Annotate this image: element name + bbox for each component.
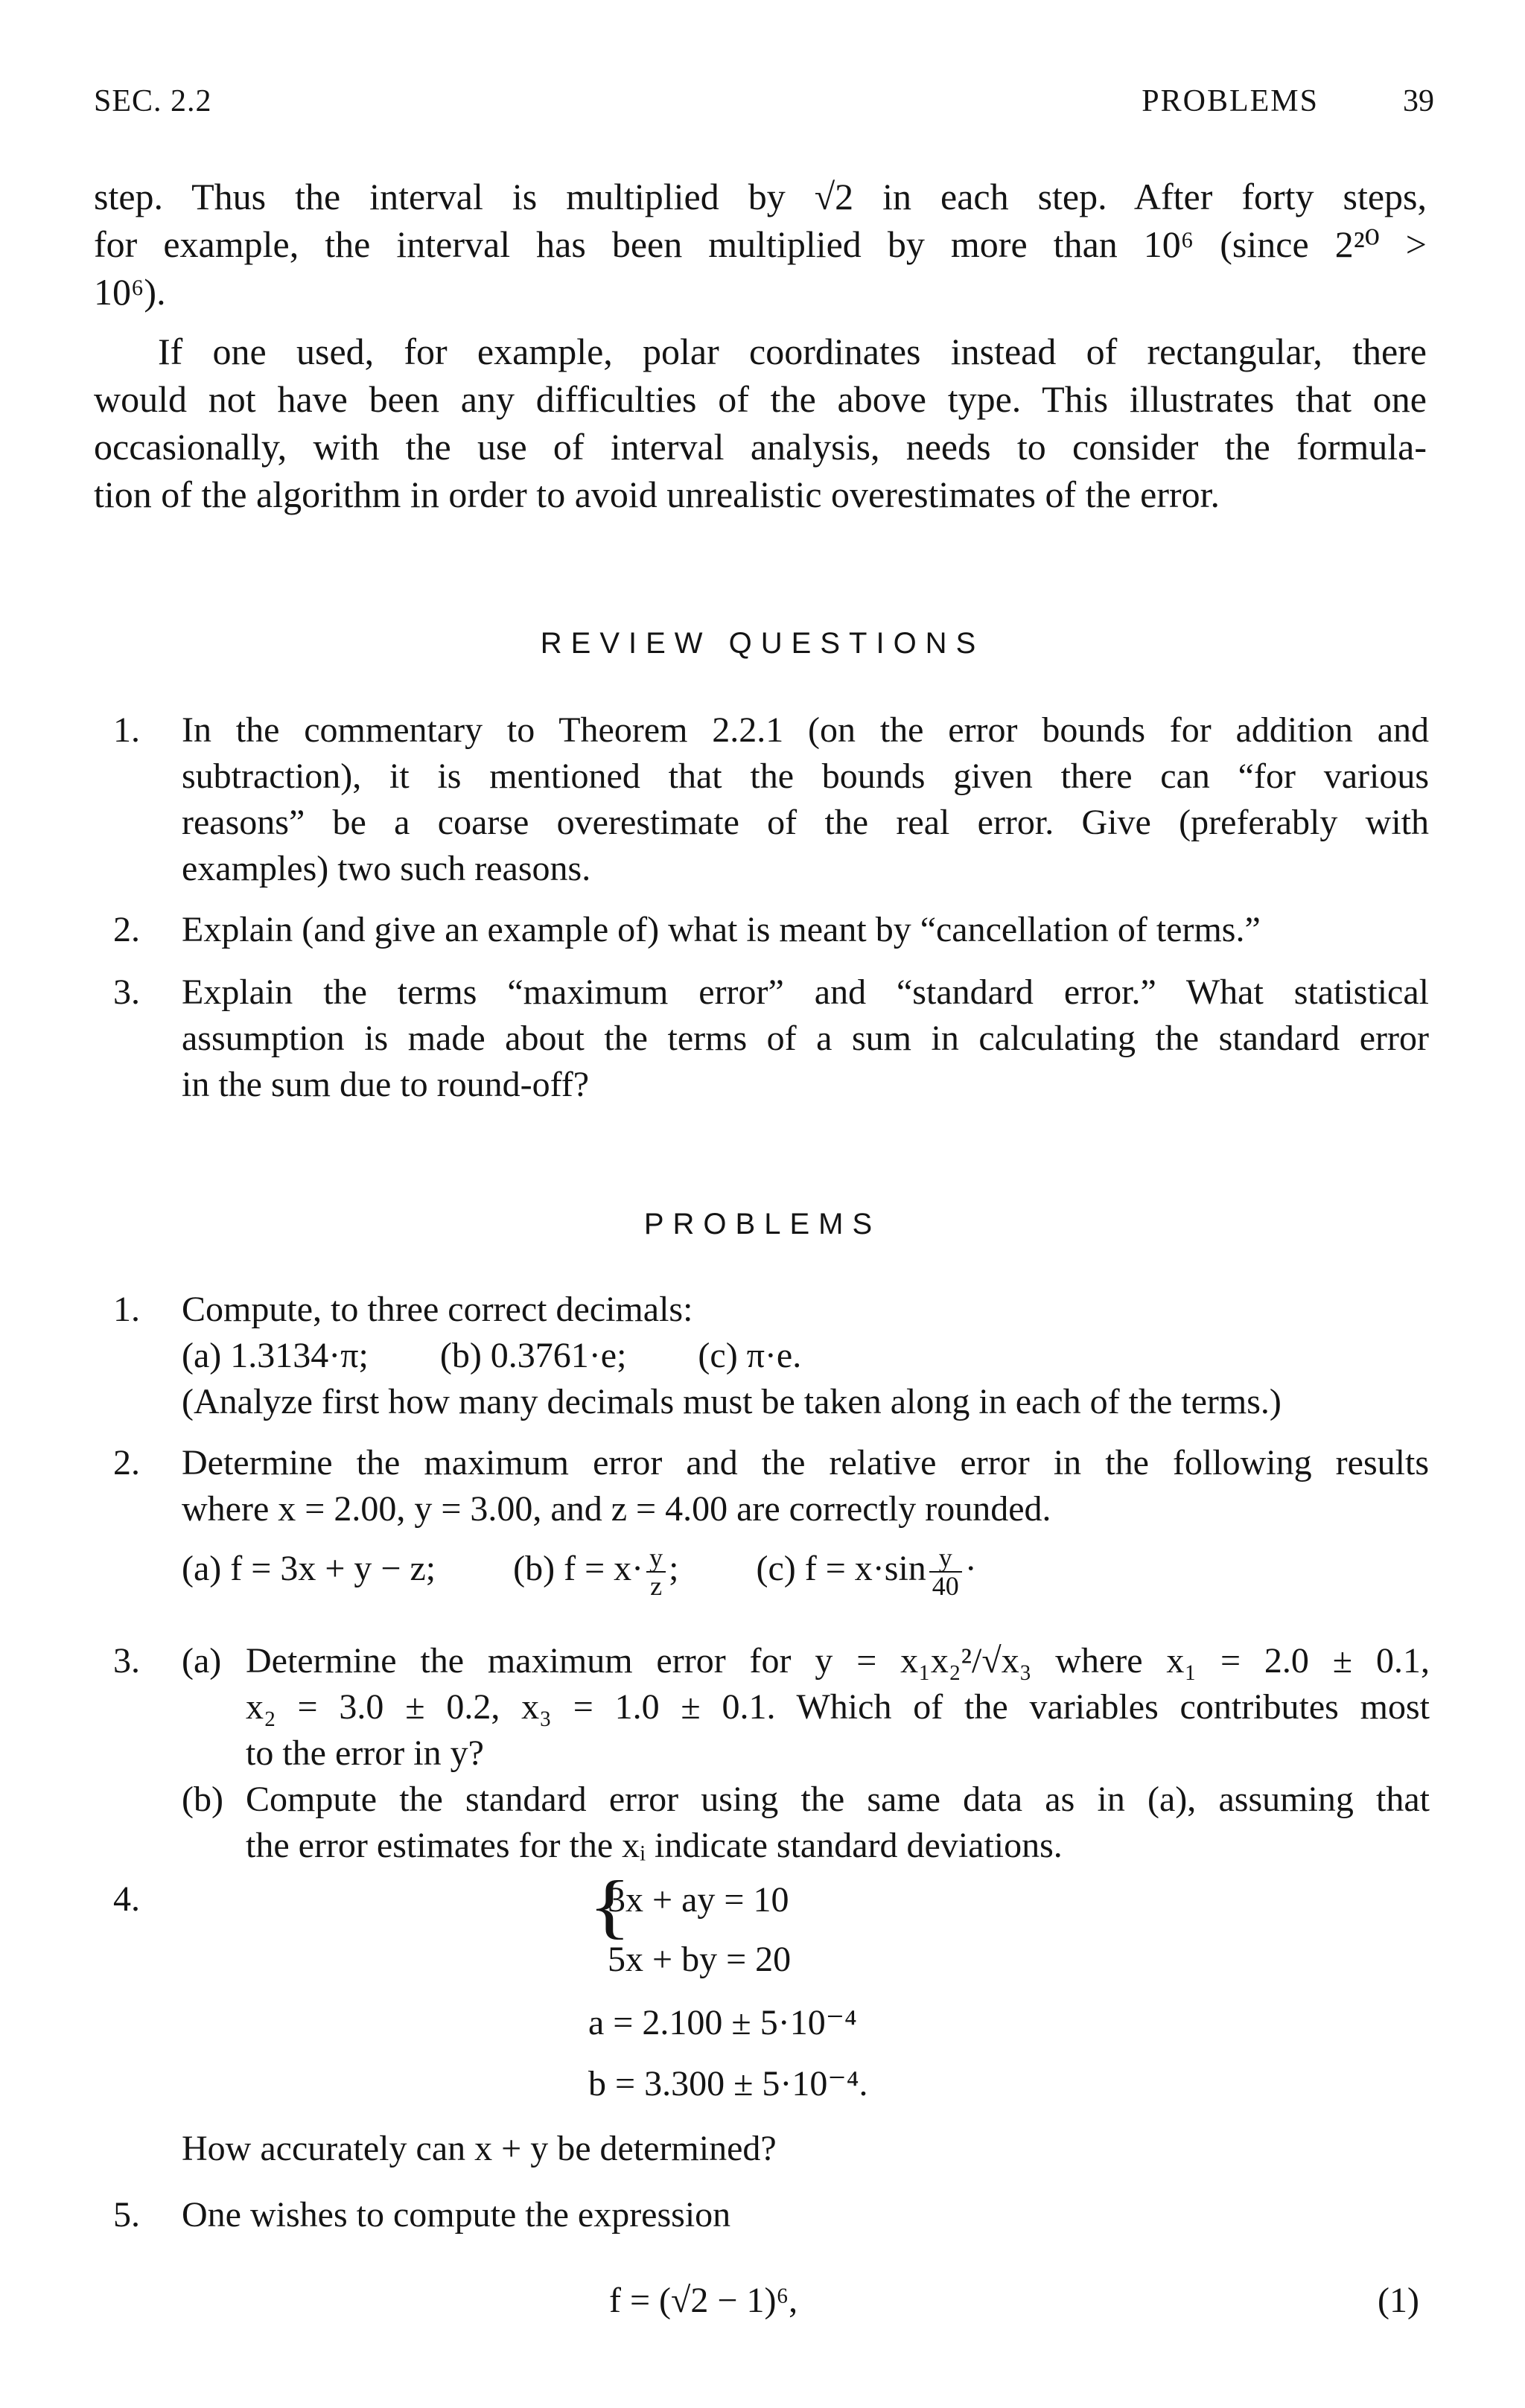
problem-5 [94, 2192, 1434, 2240]
review-question-2 [94, 907, 1434, 955]
problem-1 [94, 1287, 1434, 1428]
problem-3-part-b [182, 1777, 1429, 1869]
part-c: (c) f = x·sin $\frac{y}{40}$ · [756, 1543, 977, 1601]
text-line: Determine the maximum error for y = x₁x₂²/√x₃ where x₁ = 2.0 ± 0.1, [246, 1641, 1430, 1681]
text-line: If one used, for example, polar coordinates instead of rectangular, there [158, 331, 1427, 372]
text-line: Explain (and give an example of) what is meant by “cancellation of terms.” [182, 910, 1261, 949]
left-brace: { [588, 1866, 631, 1946]
text-line: reasons” be a coarse overestimate of the real error. Give (preferably with [182, 803, 1429, 842]
part-a: (a) f = 3x + y − z; [182, 1549, 436, 1589]
part-label: (b) [182, 1780, 223, 1819]
text-line: where x = 2.00, y = 3.00, and z = 4.00 are correctly rounded. [182, 1489, 1051, 1529]
problem-5-formula: f = (√2 − 1)⁶, [609, 2281, 798, 2320]
section-label: SEC. 2.2 [94, 84, 212, 118]
problem-3 [94, 1638, 1434, 1865]
text-line: Determine the maximum error and the relative error in the following results [182, 1443, 1429, 1482]
problem-3-part-a [182, 1638, 1429, 1777]
equation-3: a = 2.100 ± 5·10⁻⁴ [588, 2003, 857, 2042]
part-b: (b) f = x· $\frac{y}{z}$ ; [513, 1543, 679, 1601]
question-number: 1. [113, 710, 140, 750]
problem-2-parts [182, 1544, 1429, 1599]
part-a: (a) 1.3134·π; [182, 1336, 369, 1375]
problem-number: 4. [113, 1879, 140, 1919]
problem-2 [94, 1440, 1434, 1601]
problem-number: 2. [113, 1443, 140, 1482]
text-line: x₂ = 3.0 ± 0.2, x₃ = 1.0 ± 0.1. Which of the variables contributes most [246, 1687, 1430, 1727]
text-line: examples) two such reasons. [182, 849, 591, 888]
text-line: 10⁶). [94, 271, 166, 313]
fraction-numerator: y [929, 1544, 962, 1573]
part-label: (a) [182, 1641, 222, 1681]
fraction-numerator: y [646, 1544, 666, 1573]
intro-paragraph-1 [94, 173, 1427, 316]
running-header [94, 83, 1434, 128]
text-line: Compute the standard error using the same data as in (a), assuming that [246, 1780, 1430, 1819]
text-line: In the commentary to Theorem 2.2.1 (on the error bounds for addition and [182, 710, 1429, 750]
problems-heading: PROBLEMS [643, 1208, 882, 1240]
equation-1: 3x + ay = 10 [608, 1880, 789, 1920]
text-line: One wishes to compute the expression [182, 2195, 731, 2235]
fraction-denominator: 40 [932, 1571, 959, 1601]
intro-paragraph-2 [94, 328, 1427, 518]
equation-2: 5x + by = 20 [608, 1940, 792, 1979]
text-line: occasionally, with the use of interval analysis, needs to consider the formula- [94, 426, 1427, 468]
header-title: PROBLEMS [1142, 84, 1319, 118]
text-line: in the sum due to round-off? [182, 1065, 590, 1104]
review-question-3 [94, 969, 1434, 1111]
problem-number: 3. [113, 1641, 140, 1681]
text-line: (Analyze first how many decimals must be taken along in each of the terms.) [182, 1382, 1282, 1421]
problem-number: 1. [113, 1290, 140, 1329]
part-c: (c) π·e. [698, 1336, 802, 1375]
text-line: tion of the algorithm in order to avoid unrealistic overestimates of the error. [94, 474, 1220, 515]
part-b: (b) 0.3761·e; [439, 1336, 627, 1375]
review-questions-heading: REVIEW QUESTIONS [540, 627, 985, 660]
text-line: step. Thus the interval is multiplied by √2 in each step. After forty steps, [94, 176, 1427, 217]
text-line: to the error in y? [246, 1733, 484, 1773]
question-number: 2. [113, 910, 140, 949]
equation-label: (1) [1378, 2281, 1419, 2320]
review-question-1 [94, 707, 1434, 894]
text-line: subtraction), it is mentioned that the bounds given there can “for various [182, 757, 1429, 796]
text-line: the error estimates for the xᵢ indicate standard deviations. [246, 1826, 1063, 1865]
fraction-denominator: z [650, 1571, 663, 1601]
page-number: 39 [1403, 84, 1434, 118]
question-number: 3. [113, 972, 140, 1012]
problem-number: 5. [113, 2195, 140, 2235]
text-line: for example, the interval has been multiplied by more than 10⁶ (since 2²⁰ > [94, 223, 1427, 265]
problem-4-question: How accurately can x + y be determined? [182, 2129, 777, 2168]
text-line: would not have been any difficulties of the above type. This illustrates that one [94, 378, 1427, 420]
problem-1-parts [182, 1333, 1429, 1379]
equation-4: b = 3.300 ± 5·10⁻⁴. [588, 2064, 868, 2103]
text-line: Explain the terms “maximum error” and “standard error.” What statistical [182, 972, 1429, 1012]
text-line: Compute, to three correct decimals: [182, 1290, 693, 1329]
text-line: assumption is made about the terms of a sum in calculating the standard error [182, 1019, 1429, 1058]
